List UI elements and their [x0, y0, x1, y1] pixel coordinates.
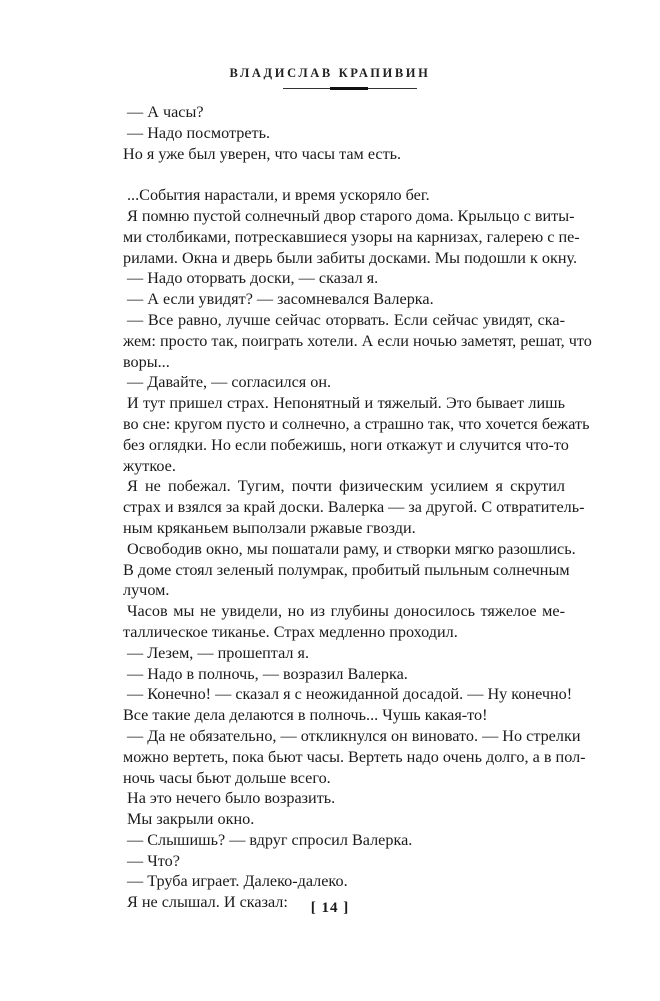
text-line: рилами. Окна и дверь были забиты досками. Мы подошли к окну. — [123, 248, 578, 267]
text-line: — Лезем, — прошептал я. — [127, 643, 310, 662]
text-line: — Что? — [127, 851, 180, 870]
text-line: Все такие дела делаются в полночь... Чушь какая-то! — [123, 706, 488, 725]
text-line: — Надо оторвать доски, — сказал я. — [127, 269, 379, 288]
text-line: жем: просто так, поиграть хотели. А если ночью заметят, решат, что — [123, 331, 592, 350]
text-line: можно вертеть, пока бьют часы. Вертеть надо очень долго, а в пол- — [123, 747, 586, 766]
text-line: ночь часы бьют дольше всего. — [123, 768, 331, 787]
text-line: На это нечего было возразить. — [127, 789, 336, 808]
text-line: ми столбиками, потрескавшиеся узоры на карнизах, галерею с пе- — [123, 227, 580, 246]
text-line: — Труба играет. Далеко-далеко. — [127, 872, 348, 891]
text-line: лучом. — [123, 581, 170, 600]
page-number: [ 14 ] — [310, 900, 350, 916]
text-line: ным кряканьем выползали ржавые гвозди. — [123, 518, 416, 537]
text-line: Но я уже был уверен, что часы там есть. — [123, 144, 402, 163]
body-text — [123, 102, 592, 913]
text-line: ...События нарастали, и время ускоряло бег. — [127, 186, 430, 205]
running-header-author: ВЛАДИСЛАВ КРАПИВИН — [229, 66, 431, 80]
text-line: — Слышишь? — вдруг спросил Валерка. — [127, 830, 413, 849]
paragraph-break — [123, 164, 565, 185]
text-line: Освободив окно, мы пошатали раму, и створки мягко разошлись. — [127, 539, 576, 558]
text-line: воры... — [123, 352, 170, 371]
text-line: во сне: кругом пусто и солнечно, а страшно так, что хочется бежать — [123, 414, 590, 433]
text-line: — Все равно, лучше сейчас оторвать. Если сейчас увидят, ска- — [127, 310, 565, 329]
text-line: страх и взялся за край доски. Валерка — за другой. С отвратитель- — [123, 498, 585, 517]
text-line: — Надо посмотреть. — [127, 123, 271, 142]
header-rule-accent — [330, 87, 368, 90]
text-line: Я не побежал. Тугим, почти физическим усилием я скрутил — [127, 477, 565, 496]
text-line: — Давайте, — согласился он. — [127, 373, 332, 392]
text-line: — Да не обязательно, — откликнулся он виновато. — Но стрелки — [127, 726, 581, 745]
text-line: — А если увидят? — засомневался Валерка. — [127, 290, 434, 309]
text-line: — А часы? — [127, 103, 204, 121]
text-line: Я помню пустой солнечный двор старого дома. Крыльцо с виты- — [127, 206, 575, 225]
text-line: таллическое тиканье. Страх медленно проходил. — [123, 622, 458, 641]
text-line: жуткое. — [123, 456, 176, 475]
text-line: Часов мы не увидели, но из глубины доносилось тяжелое ме- — [127, 602, 565, 621]
text-line: — Надо в полночь, — возразил Валерка. — [127, 664, 408, 683]
text-line: без оглядки. Но если побежишь, ноги откажут и случится что-то — [123, 435, 569, 454]
text-line: В доме стоял зеленый полумрак, пробитый пыльным солнечным — [123, 560, 570, 579]
text-line: — Конечно! — сказал я с неожиданной досадой. — Ну конечно! — [127, 685, 573, 704]
text-line: Я не слышал. И сказал: — [127, 893, 288, 912]
text-line: И тут пришел страх. Непонятный и тяжелый. Это бывает лишь — [127, 394, 565, 413]
text-line: Мы закрыли окно. — [127, 810, 255, 829]
